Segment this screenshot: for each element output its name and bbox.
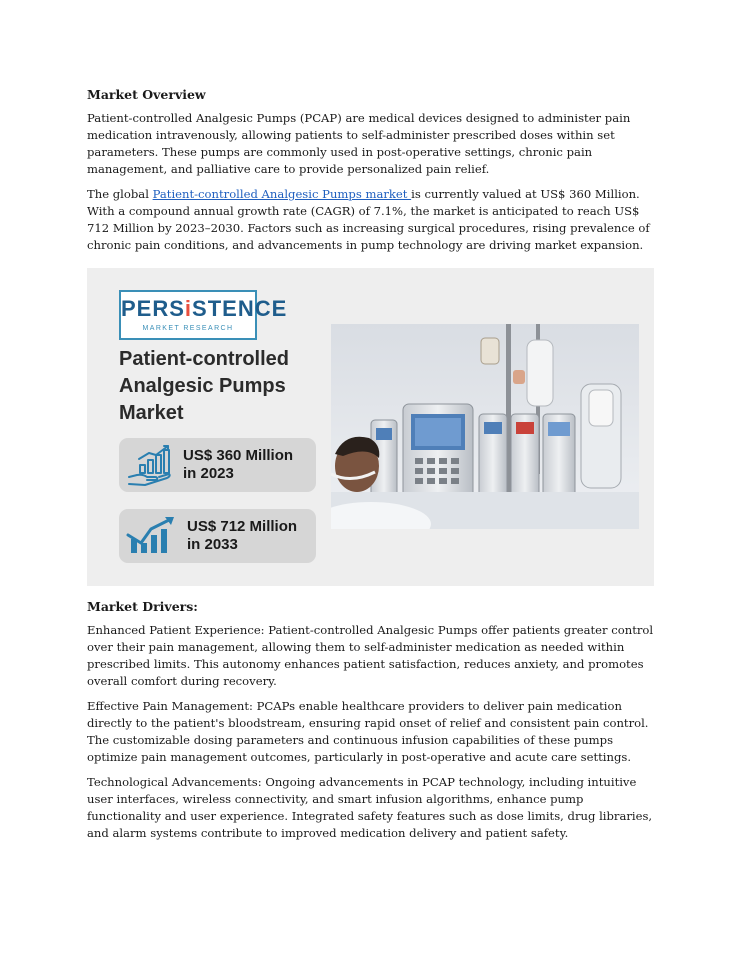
overview-text-before: The global (87, 187, 153, 201)
market-report-link[interactable]: Patient-controlled Analgesic Pumps market (152, 187, 412, 201)
stat-2023-year: in 2023 (183, 465, 234, 482)
market-banner (87, 268, 654, 586)
banner-title: Patient-controlled Analgesic Pumps Market (119, 348, 290, 424)
stat-2033-year: in 2033 (187, 536, 238, 553)
overview-paragraph-1: Patient-controlled Analgesic Pumps (PCAP) are medical devices designed to administer pain medication intravenously, allowing patients to self-administer prescribed doses within set parameters. These pumps are commonly used in post-operative settings, chronic pain management, and palliative care to provide personalized pain relief. (87, 111, 631, 176)
persistence-logo (119, 290, 288, 340)
market-drivers-section (87, 598, 654, 850)
overview-text-after: is currently valued at US$ 360 Million. With a compound annual growth rate (CAGR) of 7.1%, the market is anticipated to reach US$ 712 Million by 2023–2030. Factors such as increasing surgical procedures, rising prevalence of chronic pain conditions, and advancements in pump technology are driving market expansion. (87, 187, 650, 252)
logo-text-part2: STENCE (192, 296, 288, 321)
overview-paragraph-2 (87, 186, 654, 254)
driver-patient-experience: Enhanced Patient Experience: Patient-controlled Analgesic Pumps offer patients greater control over their pain management, allowing them to self-administer medication as needed within prescribed limits. This autonomy enhances patient satisfaction, reduces anxiety, and promotes overall comfort during recovery. (87, 623, 654, 688)
infusion-pump-photo (331, 324, 639, 529)
stat-2023-card (119, 438, 316, 492)
market-drivers-heading: Market Drivers: (87, 599, 198, 614)
logo-text-part1: PERS (121, 296, 185, 321)
driver-pain-management: Effective Pain Management: PCAPs enable healthcare providers to deliver pain medication directly to the patient's bloodstream, ensuring rapid onset of relief and consistent pain control. The customizable dosing parameters and continuous infusion capabilities of these pumps optimize pain management outcomes, particularly in post-operative and acute care settings. (87, 699, 649, 764)
stat-2033-card (119, 509, 316, 563)
driver-technology: Technological Advancements: Ongoing advancements in PCAP technology, including intuitive user interfaces, wireless connectivity, and smart infusion algorithms, enhance pump functionality and user experience. Integrated safety features such as dose limits, drug libraries, and alarm systems contribute to improved medication delivery and patient safety. (87, 775, 653, 840)
logo-text-i: i (184, 296, 193, 321)
stat-2023-value: US$ 360 Million (183, 447, 294, 464)
market-overview-heading: Market Overview (87, 87, 206, 102)
growth-bars-hand-icon (125, 442, 177, 488)
trend-up-chart-icon (125, 513, 183, 559)
stat-2033-value: US$ 712 Million (187, 518, 298, 535)
logo-subtitle: MARKET RESEARCH (142, 325, 234, 332)
market-overview-section (87, 86, 654, 262)
